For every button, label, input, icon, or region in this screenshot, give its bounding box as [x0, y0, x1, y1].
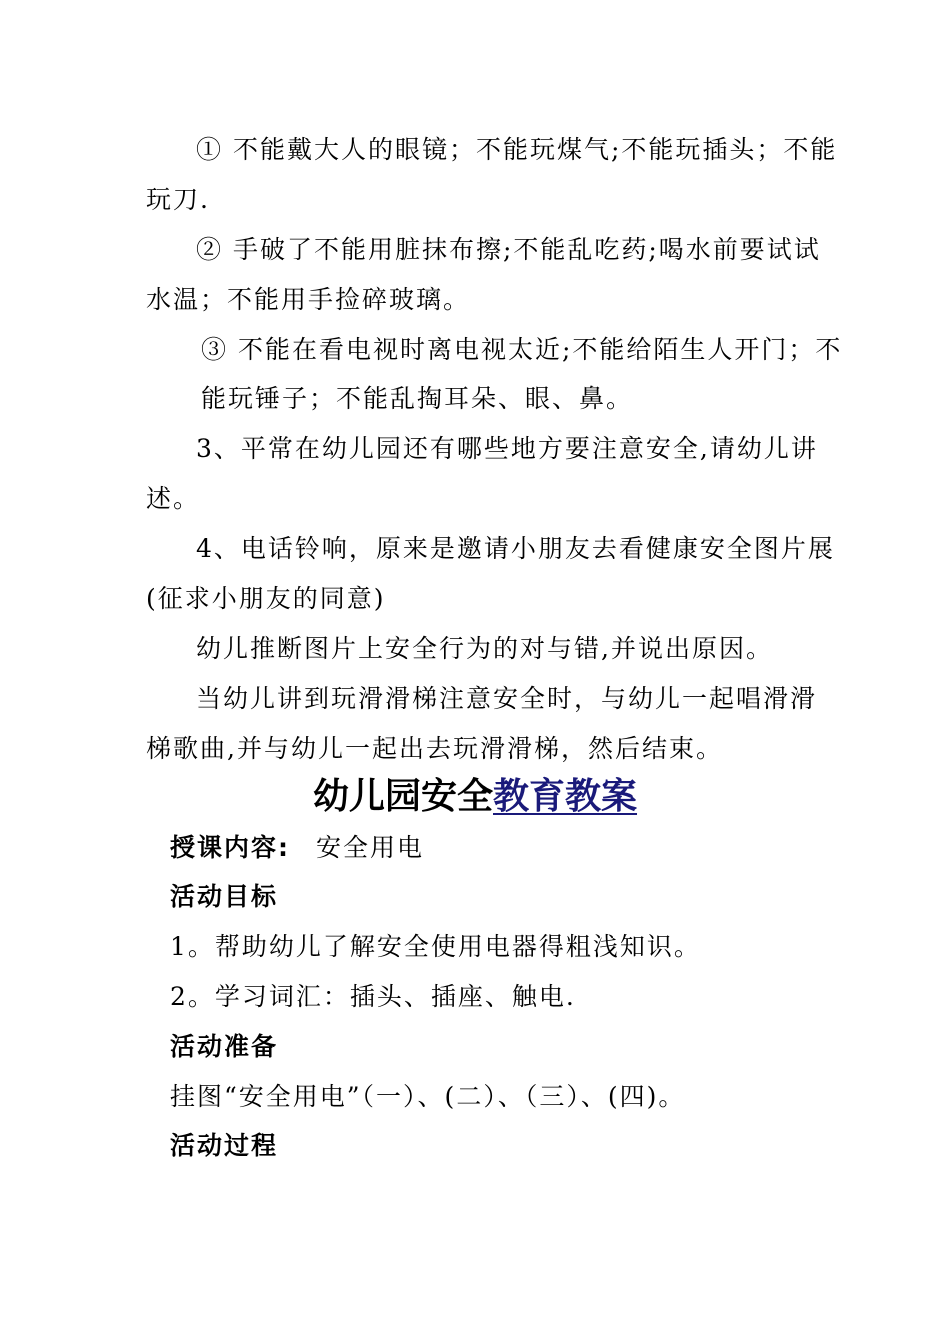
goal-2: 2。学习词汇：插头、插座、触电.: [170, 982, 576, 1011]
slide-safety-line: 当幼儿讲到玩滑滑梯注意安全时，与幼儿一起唱滑滑: [196, 684, 818, 713]
rule-2-continuation: 水温；不能用手捡碎玻璃。: [146, 285, 471, 314]
rule-1-continuation: 玩刀.: [146, 185, 210, 214]
slide-safety-continuation: 梯歌曲,并与幼儿一起出去玩滑滑梯，然后结束。: [146, 734, 723, 763]
process-heading: 活动过程: [170, 1131, 279, 1160]
judge-pictures-line: 幼儿推断图片上安全行为的对与错,并说出原因。: [196, 634, 773, 663]
lesson-content-label: 授课内容:: [170, 833, 290, 862]
step-3-line: 3、平常在幼儿园还有哪些地方要注意安全,请幼儿讲: [196, 434, 818, 463]
preparation-heading: 活动准备: [170, 1032, 279, 1061]
lesson-content-value: 安全用电: [316, 833, 425, 862]
goal-1: 1。帮助幼儿了解安全使用电器得粗浅知识。: [170, 932, 701, 961]
step-4-line: 4、电话铃响，原来是邀请小朋友去看健康安全图片展: [196, 534, 835, 563]
title-link-text[interactable]: 教育教案: [493, 776, 638, 817]
rule-3-continuation: 能玩锤子；不能乱掏耳朵、眼、鼻。: [201, 384, 634, 413]
lesson-content-row: [170, 832, 424, 864]
title-plain-text: 幼儿园安全: [312, 776, 493, 817]
step-4-continuation: (征求小朋友的同意): [146, 584, 386, 613]
rule-3-line: ③ 不能在看电视时离电视太近;不能给陌生人开门；不: [201, 335, 843, 364]
rule-1-line: ① 不能戴大人的眼镜；不能玩煤气;不能玩插头；不能: [196, 135, 838, 164]
step-3-continuation: 述。: [146, 484, 201, 513]
lesson-plan-title: [0, 773, 950, 821]
rule-2-line: ② 手破了不能用脏抹布擦;不能乱吃药;喝水前要试试: [196, 235, 821, 264]
preparation-text: 挂图“安全用电”（一）、(二）、（三）、(四)。: [170, 1082, 686, 1111]
goals-heading: 活动目标: [170, 882, 279, 911]
